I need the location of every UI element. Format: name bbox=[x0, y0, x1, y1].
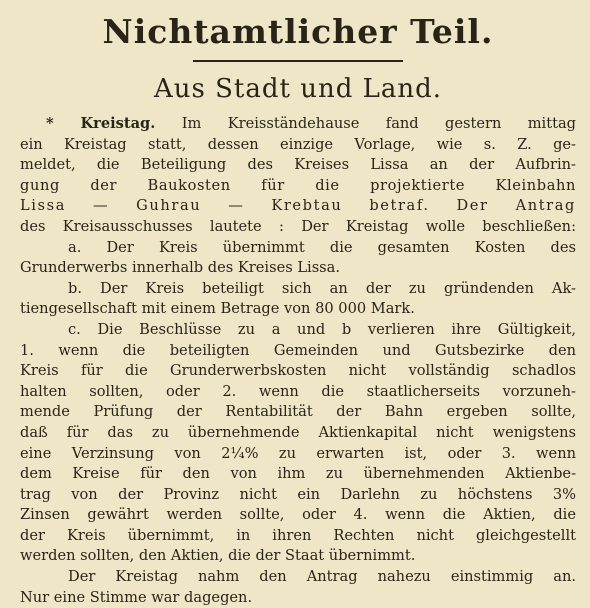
article-line: daß für das zu übernehmende Aktienkapital nicht wenigstens bbox=[20, 423, 576, 441]
section-subtitle: Aus Stadt und Land. bbox=[153, 74, 443, 104]
article-body bbox=[20, 114, 576, 608]
article-line: Kreis für die Grunderwerbskosten nicht vollständig schadlos bbox=[20, 362, 576, 380]
article-line: halten sollten, oder 2. wenn die staatlicherseits vorzuneh- bbox=[20, 382, 576, 400]
article-line: werden sollten, den Aktien, die der Staat übernimmt. bbox=[20, 547, 416, 565]
section-title: Nichtamtlicher Teil. bbox=[102, 12, 494, 51]
article-line: ein Kreistag statt, dessen einzige Vorlage, wie s. Z. ge- bbox=[20, 135, 576, 153]
article-line: a. Der Kreis übernimmt die gesamten Kosten des bbox=[68, 238, 576, 256]
article-line: meldet, die Beteiligung des Kreises Lissa an der Aufbrin- bbox=[20, 156, 576, 174]
article-lead: * Kreistag. bbox=[46, 115, 156, 132]
article-line: Der Kreistag nahm den Antrag nahezu einstimmig an. bbox=[68, 568, 576, 586]
article-line: trag von der Provinz nicht ein Darlehn zu höchstens 3% bbox=[20, 485, 576, 503]
title-rule bbox=[193, 60, 403, 62]
article-line: * Kreistag. Im Kreisständehause fand gestern mittag bbox=[46, 115, 576, 132]
article-line: eine Verzinsung von 2¼% zu erwarten ist, oder 3. wenn bbox=[20, 444, 576, 462]
article-line: tiengesellschaft mit einem Betrage von 80 000 Mark. bbox=[20, 300, 415, 318]
article-line: Nur eine Stimme war dagegen. bbox=[20, 588, 253, 606]
article-line: c. Die Beschlüsse zu a und b verlieren ihre Gültigkeit, bbox=[68, 320, 576, 338]
article-line: dem Kreise für den von ihm zu übernehmenden Aktienbe- bbox=[20, 465, 576, 483]
article-line: der Kreis übernimmt, in ihren Rechten nicht gleichgestellt bbox=[20, 526, 576, 544]
article-line: 1. wenn die beteiligten Gemeinden und Gutsbezirke den bbox=[20, 341, 576, 359]
article-line: Grunderwerbs innerhalb des Kreises Lissa. bbox=[20, 259, 341, 277]
article-line: b. Der Kreis beteiligt sich an der zu gründenden Ak- bbox=[68, 279, 576, 297]
article-line: Zinsen gewährt werden sollte, oder 4. wenn die Aktien, die bbox=[20, 506, 576, 524]
article-line: Lissa — Guhrau — Krebtau betraf. Der Antrag bbox=[20, 197, 576, 215]
article-line: mende Prüfung der Rentabilität der Bahn ergeben sollte, bbox=[20, 403, 576, 421]
article-line: des Kreisausschusses lautete : Der Kreistag wolle beschließen: bbox=[20, 217, 576, 235]
article-line: gung der Baukosten für die projektierte Kleinbahn bbox=[20, 176, 576, 194]
